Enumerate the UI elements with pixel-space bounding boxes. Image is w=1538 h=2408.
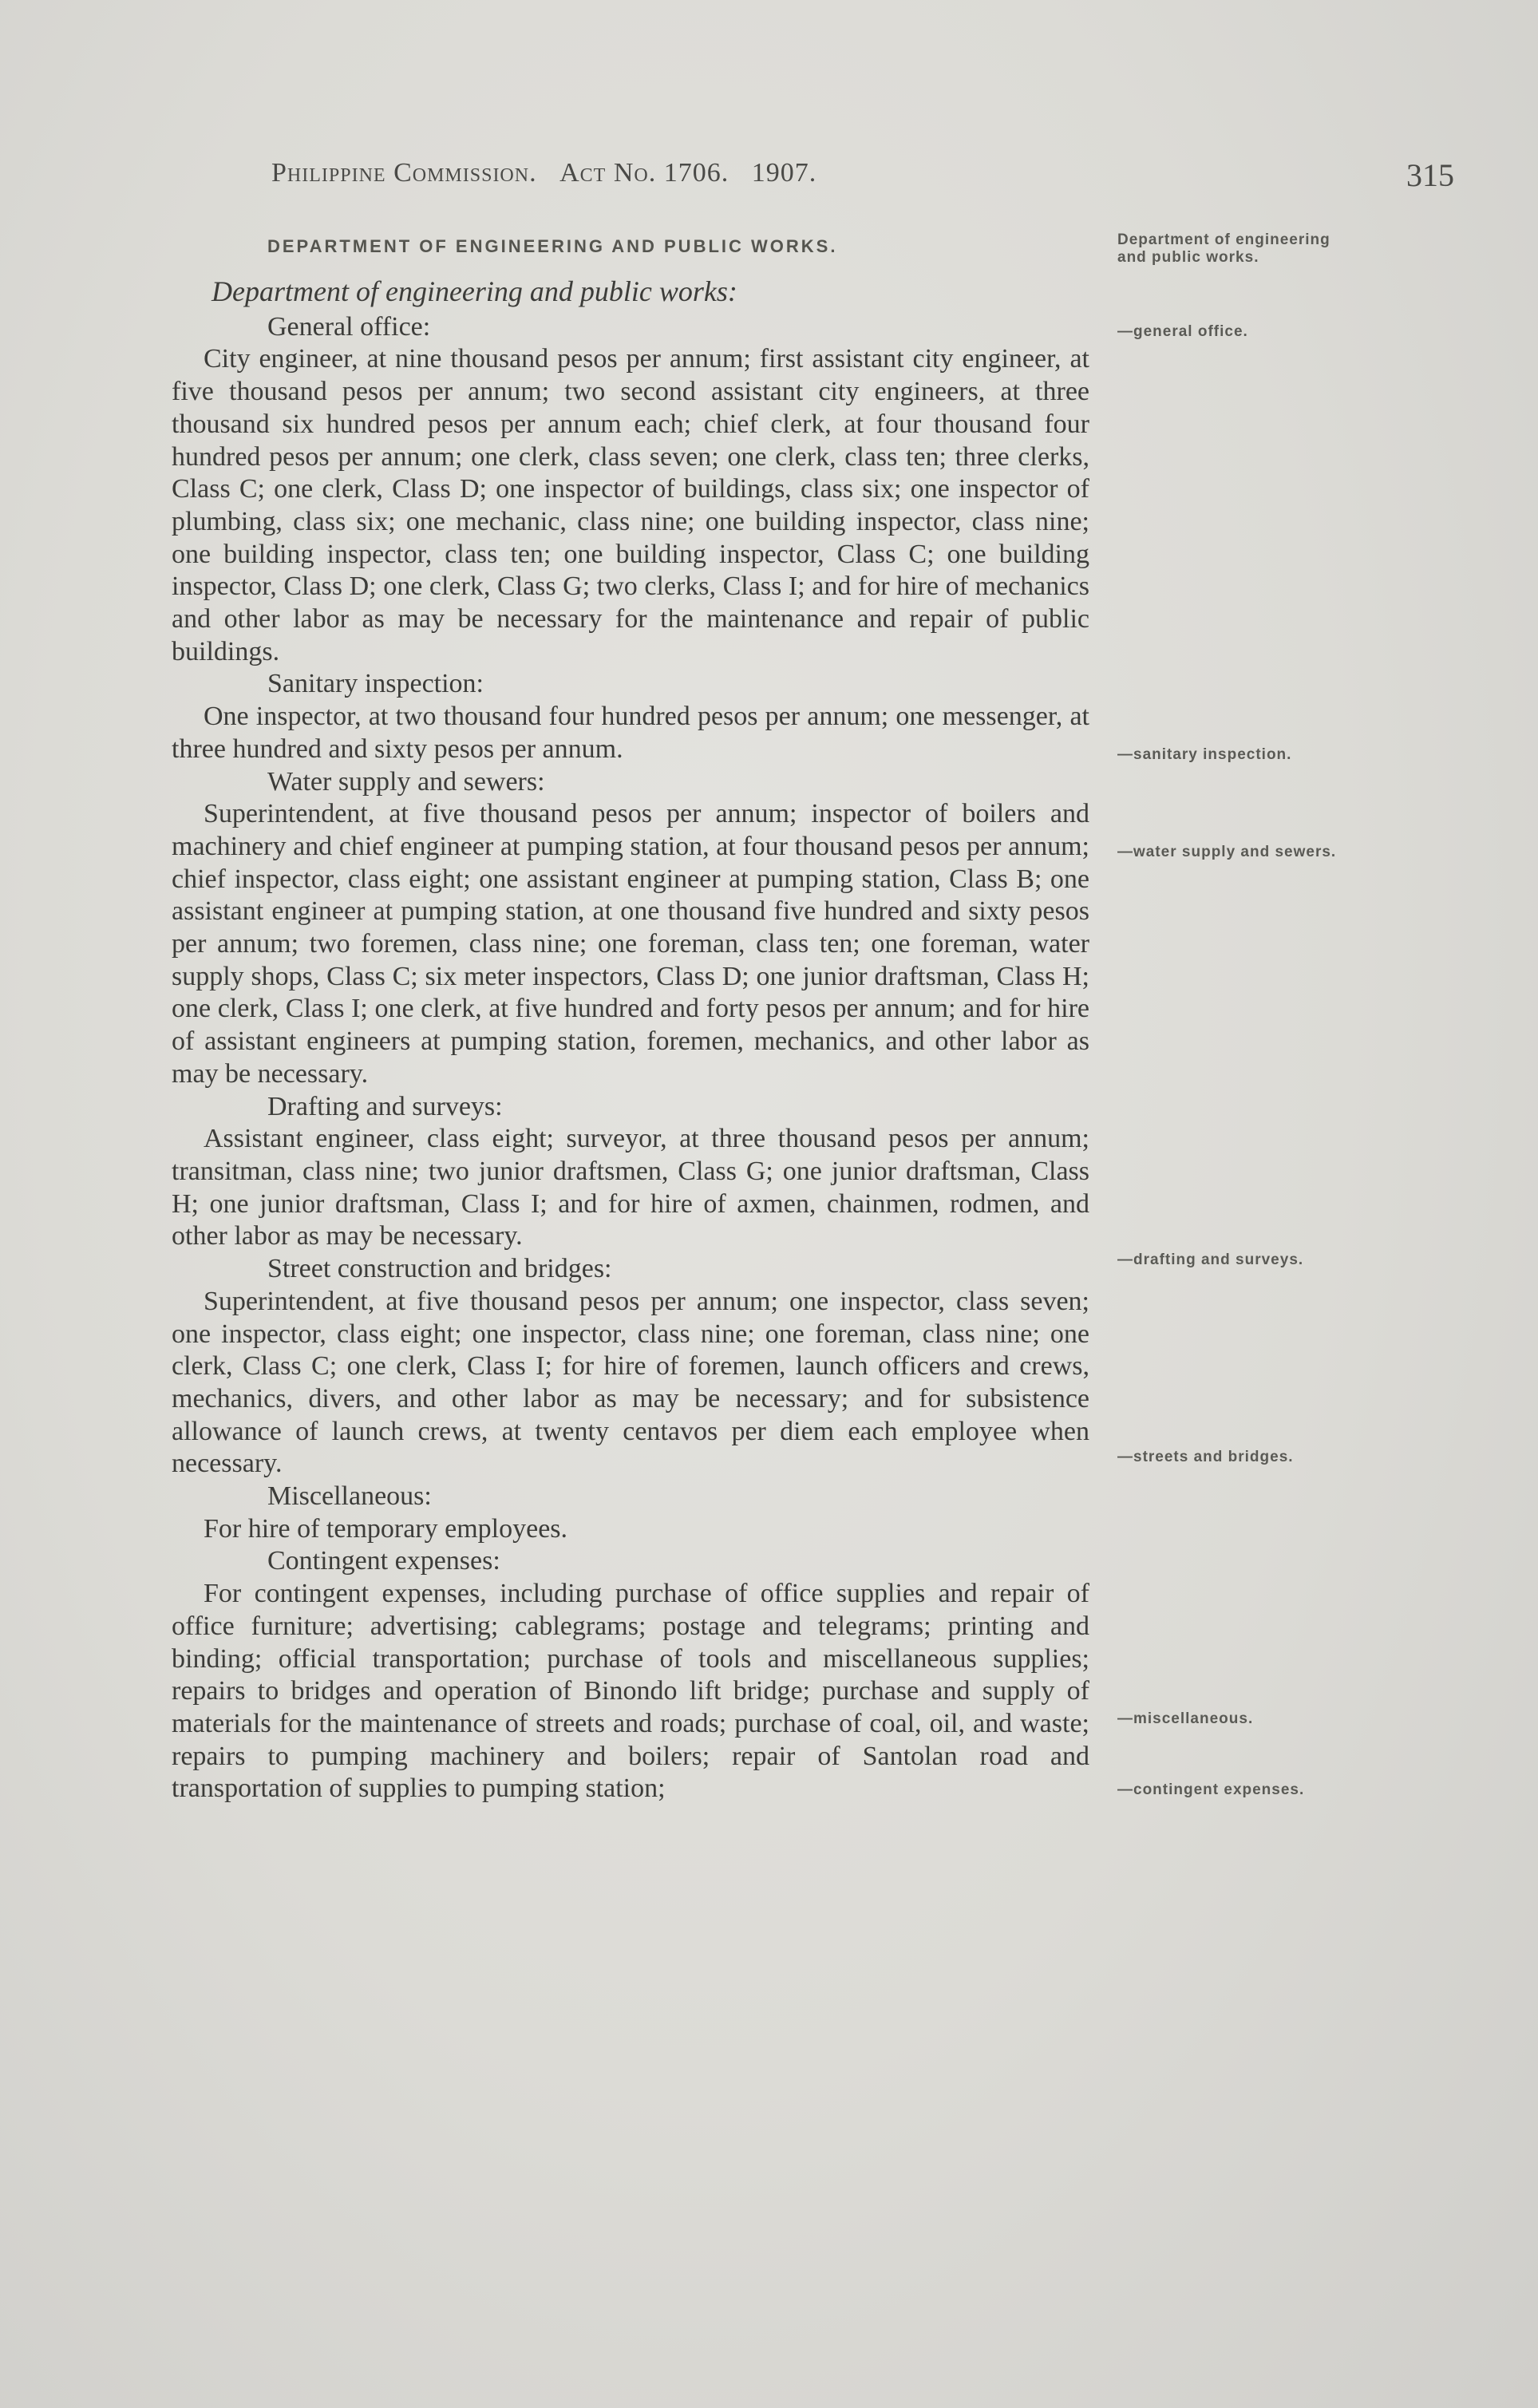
general-office-paragraph: City engineer, at nine thousand pesos per annum; first assistant city engineer, at five thousand pesos per annum; two second assistant city engineers, at three thousand six hundred pesos per annum each; chief clerk, at four thousand four hundred pesos per annum; one clerk, class seven; one clerk, class ten; three clerks, Class C; one clerk, Class D; one inspector of buildings, class six; one inspector of plumbing, class six; one mechanic, class nine; one building inspector, class nine; one building inspector, class ten; one building inspector, Class C; one building inspector, Class D; one clerk, Class G; two clerks, Class I; and for hire of mechanics and other labor as may be necessary for the maintenance and repair of public buildings. [172,344,1089,666]
department-heading: Department of engineering and public works: [212,275,737,307]
margin-note-contingent: —contingent expenses. [1117,1781,1305,1798]
contingent-expenses-paragraph: For contingent expenses, including purchase of office supplies and repair of office furniture; advertising; cablegrams; postage and telegrams; printing and binding; official transportation; purchase of tools and miscellaneous supplies; repairs to bridges and operation of Binondo lift bridge; purchase and supply of materials for the maintenance of streets and roads; purchase of coal, oil, and waste; repairs to pumping machinery and boilers; repair of Santolan road and transportation of supplies to pumping station; [172,1579,1089,1804]
running-title-year: 1907. [751,158,817,188]
water-supply-paragraph: Superintendent, at five thousand pesos per annum; inspector of boilers and machinery and chief engineer at pumping station, at four thousand pesos per annum; chief inspector, class eight; one assistant engineer at pumping station, Class B; one assistant engineer at pumping station, at one thousand five hundred and sixty pesos per annum; two foremen, class nine; one foreman, class ten; one foreman, water supply shops, Class C; six meter inspectors, Class D; one junior draftsman, Class H; one clerk, Class I; one clerk, at five hundred and forty pesos per annum; and for hire of assistant engineers at pumping station, foremen, mechanics, and other labor as may be necessary. [172,799,1089,1089]
drafting-paragraph: Assistant engineer, class eight; surveyor, at three thousand pesos per annum; transitman, class nine; two junior draftsmen, Class G; one junior draftsman, Class H; one junior draftsman, Class I; and for hire of axmen, chainmen, rodmen, and other labor as may be necessary. [172,1124,1089,1251]
margin-note-water: —water supply and sewers. [1117,844,1337,860]
sanitary-inspection-heading: Sanitary inspection: [267,669,484,699]
margin-note-streets: —streets and bridges. [1117,1449,1294,1465]
body-text [172,275,1089,1805]
section-heading: DEPARTMENT OF ENGINEERING AND PUBLIC WORKS. [267,236,838,256]
running-title-commission: Philippine Commission. [271,158,537,188]
drafting-heading: Drafting and surveys: [267,1091,503,1121]
contingent-expenses-heading: Contingent expenses: [267,1546,500,1576]
page-number: 315 [1406,157,1454,193]
street-construction-paragraph: Superintendent, at five thousand pesos per annum; one inspector, class seven; one inspector, class eight; one inspector, class nine; one foreman, class nine; one clerk, Class C; one clerk, Class I; for hire of foremen, launch officers and crews, mechanics, divers, and other labor as may be necessary; and for subsistence allowance of launch crews, at twenty centavos per diem each employee when necessary. [172,1286,1089,1479]
street-construction-heading: Street construction and bridges: [267,1254,612,1284]
margin-note-department: Department of engineering and public works. [1117,231,1330,266]
margin-note-sanitary: —sanitary inspection. [1117,746,1292,763]
general-office-heading: General office: [267,311,431,342]
running-header [271,158,816,188]
running-title-act: Act No. 1706. [559,158,729,188]
miscellaneous-heading: Miscellaneous: [267,1481,432,1512]
margin-note-misc: —miscellaneous. [1117,1710,1254,1727]
margin-note-general-office: —general office. [1117,323,1248,340]
margin-note-drafting: —drafting and surveys. [1117,1251,1304,1268]
miscellaneous-paragraph: For hire of temporary employees. [204,1513,568,1544]
water-supply-heading: Water supply and sewers: [267,766,545,797]
sanitary-inspection-paragraph: One inspector, at two thousand four hundred pesos per annum; one messenger, at three hundred and sixty pesos per annum. [172,702,1089,764]
